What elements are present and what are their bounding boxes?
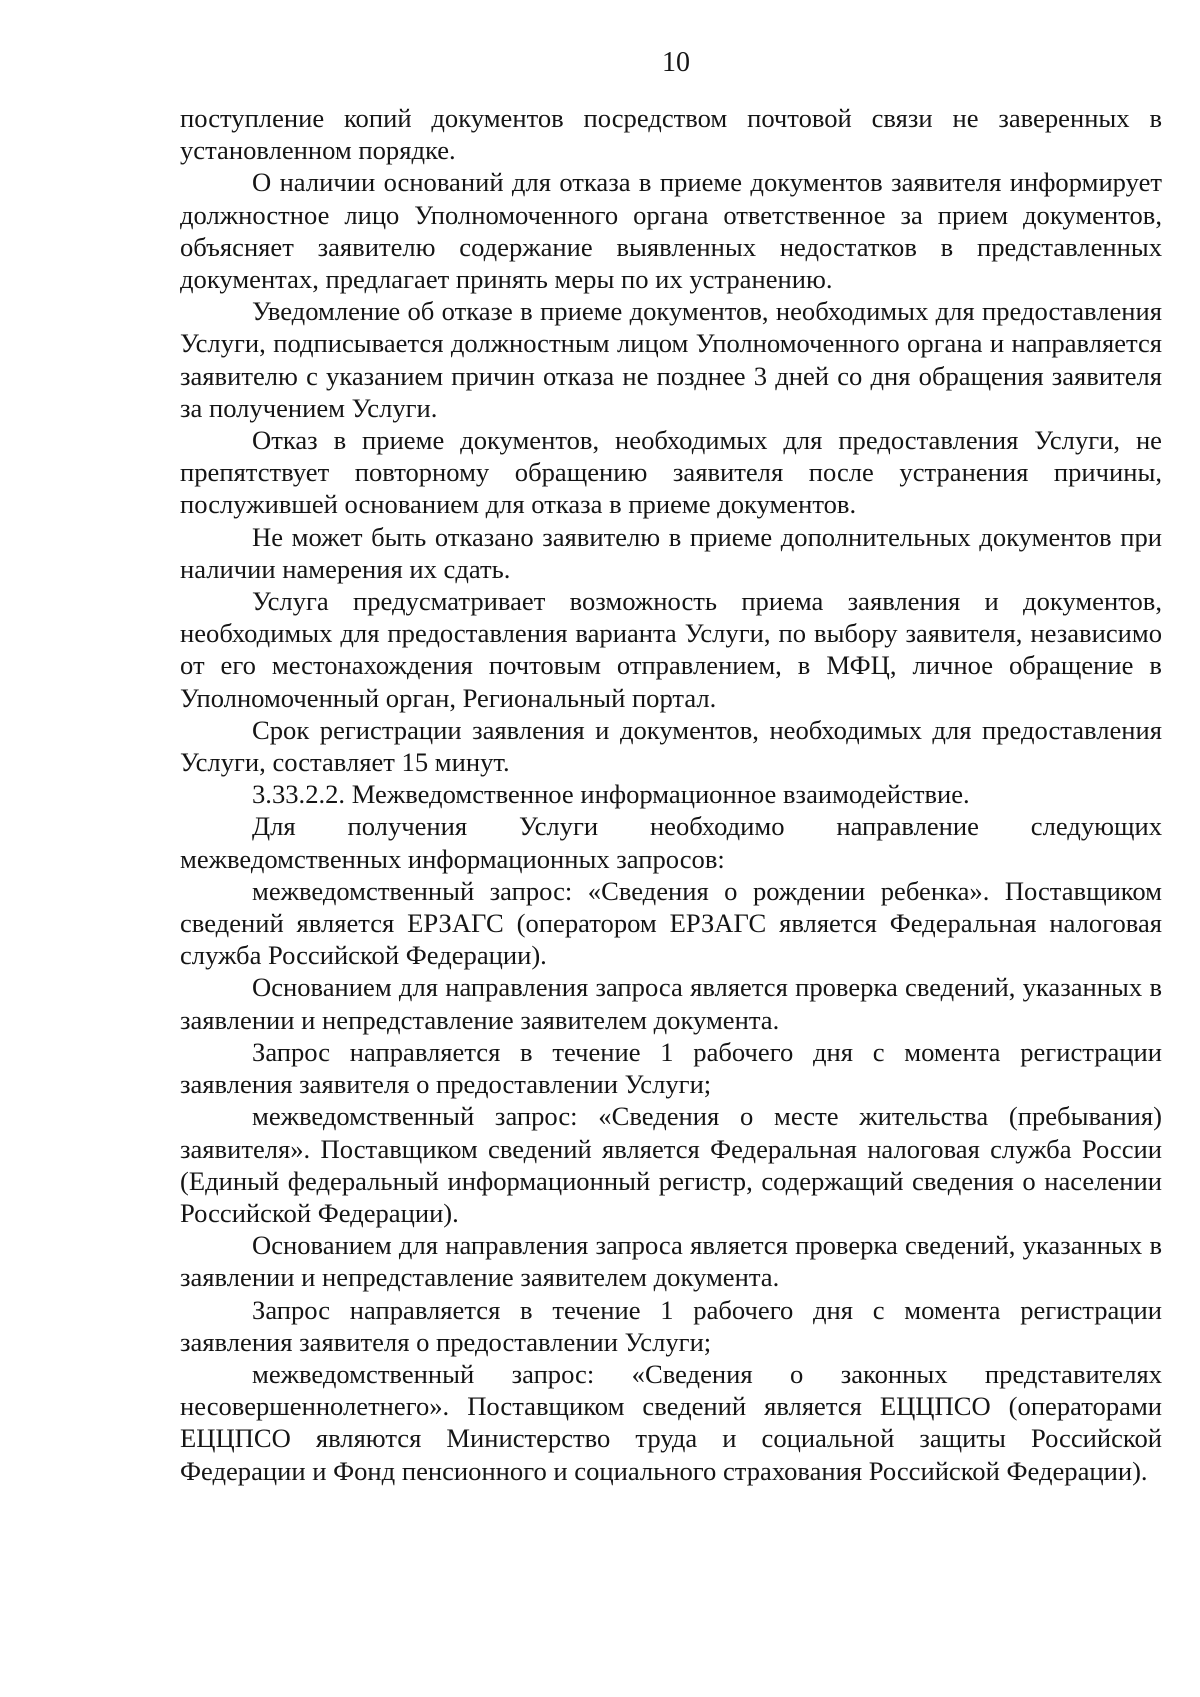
paragraph: межведомственный запрос: «Сведения о месте жительства (пребывания) заявителя». Поставщиком сведений является Федеральная налоговая служба России (Единый федеральный информационный регистр, содержащий сведения о населении Российской Федерации).	[180, 1101, 1162, 1228]
paragraph: Для получения Услуги необходимо направление следующих межведомственных информационных запросов:	[180, 811, 1162, 874]
paragraph: Услуга предусматривает возможность приема заявления и документов, необходимых для предоставления варианта Услуги, по выбору заявителя, независимо от его местонахождения почтовым отправлением, в МФЦ, личное обращение в Уполномоченный орган, Региональный портал.	[180, 586, 1162, 713]
page-number: 10	[662, 47, 690, 78]
paragraph: Основанием для направления запроса является проверка сведений, указанных в заявлении и непредставление заявителем документа.	[180, 972, 1162, 1035]
paragraph: межведомственный запрос: «Сведения о законных представителях несовершеннолетнего». Поставщиком сведений является ЕЦЦПСО (операторами ЕЦЦПСО являются Министерство труда и социальной защиты Российской Федерации и Фонд пенсионного и социального страхования Российской Федерации).	[180, 1358, 1162, 1486]
paragraph: Не может быть отказано заявителю в приеме дополнительных документов при наличии намерения их сдать.	[180, 521, 1162, 584]
paragraph: Основанием для направления запроса является проверка сведений, указанных в заявлении и непредставление заявителем документа.	[180, 1230, 1162, 1293]
paragraph: Отказ в приеме документов, необходимых для предоставления Услуги, не препятствует повторному обращению заявителя после устранения причины, послужившей основанием для отказа в приеме документов.	[180, 425, 1162, 520]
paragraph: поступление копий документов посредством почтовой связи не заверенных в установленном порядке.	[180, 103, 1162, 166]
paragraph: Запрос направляется в течение 1 рабочего дня с момента регистрации заявления заявителя о предоставлении Услуги;	[180, 1036, 1162, 1100]
paragraph: Срок регистрации заявления и документов, необходимых для предоставления Услуги, составляет 15 минут.	[180, 714, 1162, 778]
paragraph: Уведомление об отказе в приеме документов, необходимых для предоставления Услуги, подписывается должностным лицом Уполномоченного органа и направляется заявителю с указанием причин отказа не позднее 3 дней со дня обращения заявителя за получением Услуги.	[180, 296, 1162, 423]
paragraph: межведомственный запрос: «Сведения о рождении ребенка». Поставщиком сведений является ЕРЗАГС (оператором ЕРЗАГС является Федеральная налоговая служба Российской Федерации).	[180, 875, 1162, 971]
document-body	[180, 102, 1162, 1487]
section-heading: 3.33.2.2. Межведомственное информационное взаимодействие.	[252, 779, 970, 810]
paragraph: Запрос направляется в течение 1 рабочего дня с момента регистрации заявления заявителя о предоставлении Услуги;	[180, 1294, 1162, 1357]
paragraph: О наличии оснований для отказа в приеме документов заявителя информирует должностное лицо Уполномоченного органа ответственное за прием документов, объясняет заявителю содержание выявленных недостатков в представленных документах, предлагает принять меры по их устранению.	[180, 167, 1162, 295]
